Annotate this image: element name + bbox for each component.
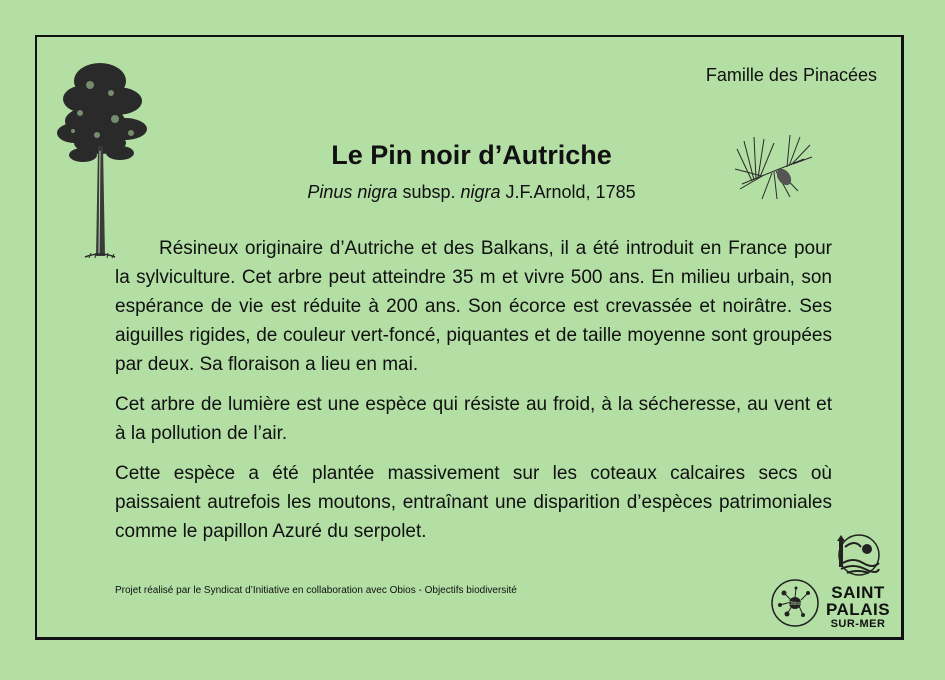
logo-word-saint: SAINT bbox=[831, 583, 885, 602]
saint-palais-logo bbox=[819, 584, 897, 631]
saint-palais-emblem bbox=[829, 533, 881, 581]
paragraph-resistance: Cet arbre de lumière est une espèce qui résiste au froid, à la sécheresse, au vent et à la pollution de l’air. bbox=[115, 394, 832, 444]
scientific-name bbox=[37, 182, 906, 203]
logo-word-palais: PALAIS bbox=[825, 600, 891, 619]
obios-logo-text: Obios bbox=[788, 601, 802, 607]
paragraph-history: Cette espèce a été plantée massivement sur les coteaux calcaires secs où paissaient autrefois les moutons, entraînant une disparition d’espèces patrimoniales comme le papillon Azuré du serpolet. bbox=[115, 463, 832, 542]
credit-line: Projet réalisé par le Syndicat d’Initiative en collaboration avec Obios - Objectifs biodiversité bbox=[115, 585, 517, 596]
subspecies-label: subsp. bbox=[397, 182, 461, 202]
sign-panel bbox=[35, 35, 904, 640]
obios-logo bbox=[770, 578, 820, 628]
logo-word-sur-mer: SUR-MER bbox=[830, 618, 886, 630]
family-label: Famille des Pinacées bbox=[705, 65, 877, 85]
subspecies-name: nigra bbox=[460, 182, 501, 202]
paragraph-origin: Résineux originaire d’Autriche et des Balkans, il a été introduit en France pour la sylviculture. Cet arbre peut atteindre 35 m et vivre 500 ans. En milieu urbain, son espérance de vie est réduite à 200 ans. Son écorce est crevassée et noirâtre. Ses aiguilles rigides, de couleur vert-foncé, piquantes et de taille moyenne sont groupées par deux. Sa floraison a lieu en mai. bbox=[115, 238, 832, 375]
sign-title: Le Pin noir d’Autriche bbox=[331, 140, 612, 170]
author-year: J.F.Arnold, 1785 bbox=[500, 182, 636, 202]
species-name: Pinus nigra bbox=[307, 182, 398, 202]
description bbox=[115, 234, 832, 557]
